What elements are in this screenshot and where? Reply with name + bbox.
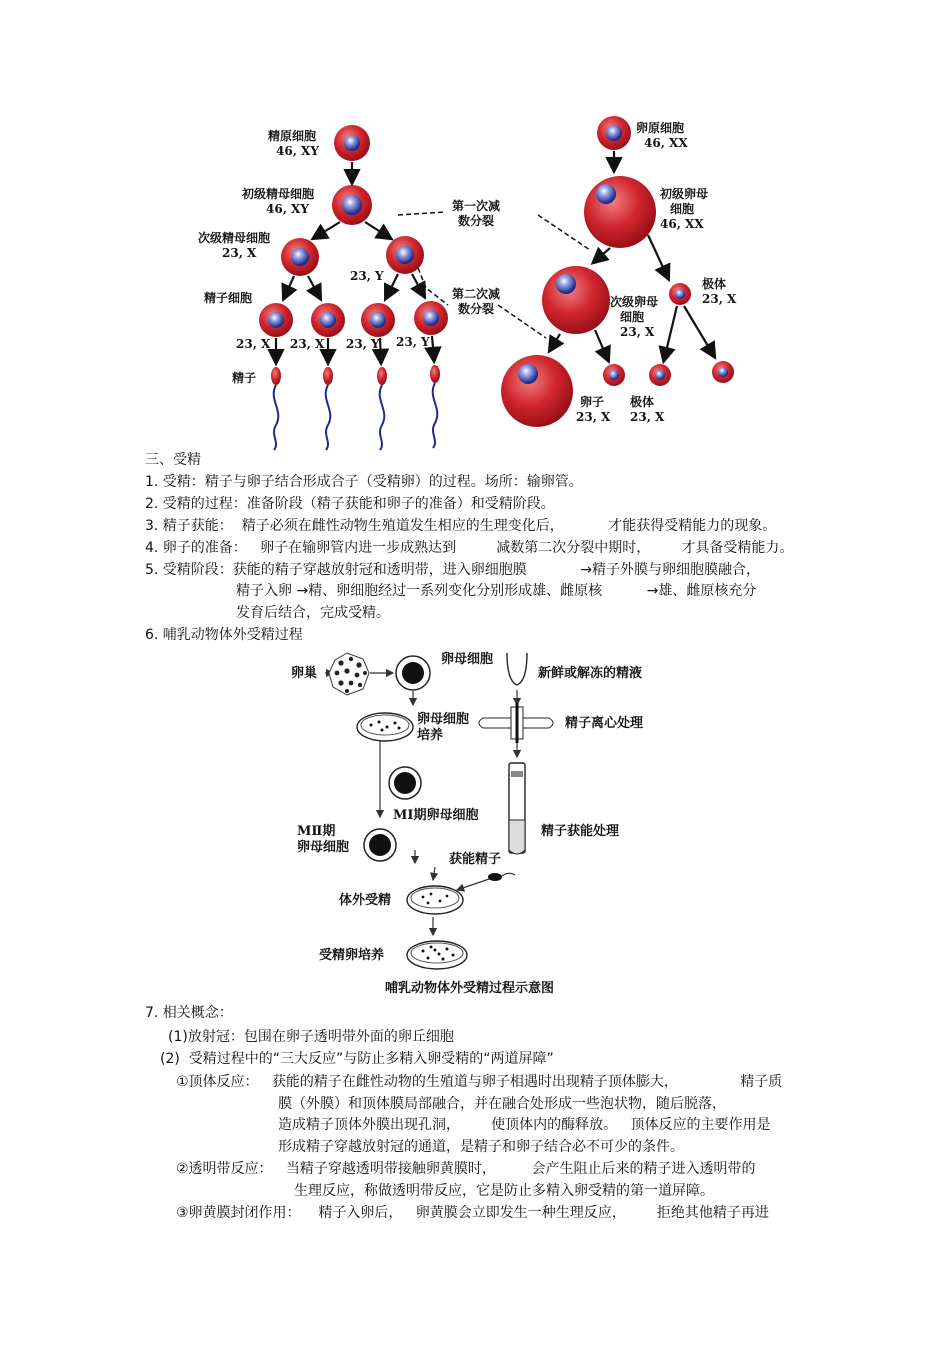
ivf-label: 体外受精 <box>339 893 392 908</box>
fertilization-stage-cont: 发育后结合，完成受精。 <box>236 605 390 621</box>
spermatogonium-label: 精原细胞 <box>268 129 317 143</box>
ovary-label: 卵巢 <box>291 666 318 681</box>
oocyte-culture-label: 培养 <box>417 728 444 743</box>
secondary-spermatocyte-chromosomes: 23, X <box>222 246 257 260</box>
acrosome-reaction-cont: 形成精子穿越放射冠的通道，是精子和卵子结合必不可少的条件。 <box>278 1139 684 1155</box>
primary-spermatocyte-label: 初级精母细胞 <box>242 187 315 201</box>
zona-reaction: ②透明带反应： 当精子穿越透明带接触卵黄膜时， 会产生阻止后来的精子进入透明带的 <box>176 1161 756 1177</box>
semen-label: 新鲜或解冻的精液 <box>538 666 643 681</box>
secondary-spermatocyte-label: 次级精母细胞 <box>198 231 271 245</box>
centrifuge-label: 精子离心处理 <box>565 716 644 731</box>
sperm-capacitation: 3. 精子获能： 精子必须在雌性动物生殖道发生相应的生理变化后， 才能获得受精能力的现象。 <box>145 518 777 534</box>
corona-radiata: (1)放射冠：包围在卵子透明带外面的卵丘细胞 <box>168 1029 454 1045</box>
zygote-dish-icon <box>407 941 467 969</box>
secondary-oocyte-label: 细胞 <box>620 310 645 324</box>
mi-oocyte-icon <box>389 767 421 799</box>
fertilization-stage: 5. 受精阶段：获能的精子穿越放射冠和透明带，进入卵细胞膜 →精子外膜与卵细胞膜融合， <box>145 562 760 578</box>
polar-body-cells <box>603 361 734 386</box>
semen-pipette-icon <box>507 653 527 685</box>
zygote-culture-label: 受精卵培养 <box>319 948 385 963</box>
capacitation-label: 精子获能处理 <box>541 824 620 839</box>
vitelline-block: ③卵黄膜封闭作用： 精子入卵后， 卵黄膜会立即发生一种生理反应， 拒绝其他精子再进 <box>176 1205 769 1221</box>
polar-body-1-chromosomes: 23, X <box>702 292 737 306</box>
spermatid-chromosome: 23, Y <box>346 337 380 351</box>
first-polar-body-cell <box>669 283 691 305</box>
secondary-oocyte-label: 次级卵母 <box>610 295 659 309</box>
secondary-oocyte-chromosomes: 23, X <box>620 325 655 339</box>
mii-oocyte-label: 卵母细胞 <box>297 840 350 855</box>
egg-cell <box>501 355 573 427</box>
oogonium-label: 卵原细胞 <box>636 121 685 135</box>
spermatid-chromosome: 23, X <box>236 337 271 351</box>
oogonium-chromosomes: 46, XX <box>644 136 688 150</box>
section-7-heading: 7. 相关概念： <box>145 1005 233 1021</box>
centrifuge-icon <box>479 703 553 743</box>
mii-oocyte-icon <box>364 829 396 861</box>
egg-label: 卵子 <box>580 395 605 409</box>
primary-spermatocyte-chromosomes: 46, XY <box>266 202 309 216</box>
fertilization-stage-cont: 精子入卵 →精、卵细胞经过一系列变化分别形成雄、雌原核 →雄、雌原核充分 <box>236 583 757 599</box>
spermatogonium-cell <box>334 125 370 161</box>
fertilization-process: 2. 受精的过程：准备阶段（精子获能和卵子的准备）和受精阶段。 <box>145 496 555 512</box>
mi-oocyte-label: MⅠ期卵母细胞 <box>393 808 479 823</box>
section-3-heading: 三、受精 <box>145 452 201 468</box>
spermatid-chromosome: 23, Y <box>396 335 430 349</box>
ivf-caption: 哺乳动物体外受精过程示意图 <box>385 981 555 996</box>
sperm-label: 精子 <box>232 371 257 385</box>
spermatid-cells <box>259 301 448 337</box>
spermatid-chromosome: 23, X <box>290 337 325 351</box>
ivf-diagram <box>285 645 665 1000</box>
spermatid-label: 精子细胞 <box>204 291 253 305</box>
spermatogonium-chromosomes: 46, XY <box>276 144 319 158</box>
oocyte-icon <box>396 656 430 690</box>
egg-preparation: 4. 卵子的准备： 卵子在输卵管内进一步成熟达到 减数第二次分裂中期时， 才具备受精能力。 <box>145 540 794 556</box>
fertilization-definition: 1. 受精：精子与卵子结合形成合子（受精卵）的过程。场所：输卵管。 <box>145 474 583 490</box>
primary-oocyte-chromosomes: 46, XX <box>660 217 704 231</box>
gametogenesis-diagram <box>190 110 750 455</box>
polar-body-2-label: 极体 <box>630 395 655 409</box>
acrosome-reaction: ①顶体反应： 获能的精子在雌性动物的生殖道与卵子相遇时出现精子顶体膨大， 精子质 <box>176 1074 783 1090</box>
ivf-heading: 6. 哺乳动物体外受精过程 <box>145 627 303 643</box>
secondary-spermatocyte-x-cell <box>281 238 319 276</box>
zona-reaction-cont: 生理反应，称做透明带反应，它是防止多精入卵受精的第一道屏障。 <box>294 1183 714 1199</box>
acrosome-reaction-cont: 造成精子顶体外膜出现孔洞， 使顶体内的酶释放。 顶体反应的主要作用是 <box>278 1117 771 1133</box>
ivf-dish-icon <box>407 886 463 914</box>
polar-body-1-label: 极体 <box>702 277 727 291</box>
oogonium-cell <box>597 116 631 150</box>
mii-oocyte-label: MⅡ期 <box>297 824 336 839</box>
polar-body-2-chromosomes: 23, X <box>630 410 665 424</box>
capacitation-tube-icon <box>509 763 525 854</box>
three-reactions-heading: (2) 受精过程中的“三大反应”与防止多精入卵受精的“两道屏障” <box>160 1051 554 1067</box>
secondary-spermatocyte-y-chromosomes: 23, Y <box>350 269 384 283</box>
capacitated-sperm-icon <box>488 873 515 881</box>
primary-oocyte-cell <box>584 176 656 248</box>
primary-oocyte-label: 初级卵母 <box>660 187 709 201</box>
oocyte-label: 卵母细胞 <box>441 652 494 667</box>
meiosis-1-label: 第一次减 <box>452 199 501 213</box>
oocyte-culture-dish-icon <box>357 713 413 741</box>
capacitated-sperm-label: 获能精子 <box>449 852 502 867</box>
secondary-oocyte-cell <box>542 266 610 334</box>
primary-spermatocyte-cell <box>332 185 372 225</box>
meiosis-1-label: 数分裂 <box>458 214 495 228</box>
ovary-icon <box>329 653 369 695</box>
meiosis-2-label: 数分裂 <box>458 302 495 316</box>
acrosome-reaction-cont: 膜（外膜）和顶体膜局部融合，并在融合处形成一些泡状物，随后脱落， <box>278 1096 726 1112</box>
egg-chromosomes: 23, X <box>576 410 611 424</box>
meiosis-2-label: 第二次减 <box>452 287 501 301</box>
oocyte-culture-label: 卵母细胞 <box>417 712 470 727</box>
sperm-cells <box>271 365 440 450</box>
primary-oocyte-label: 细胞 <box>670 202 695 216</box>
